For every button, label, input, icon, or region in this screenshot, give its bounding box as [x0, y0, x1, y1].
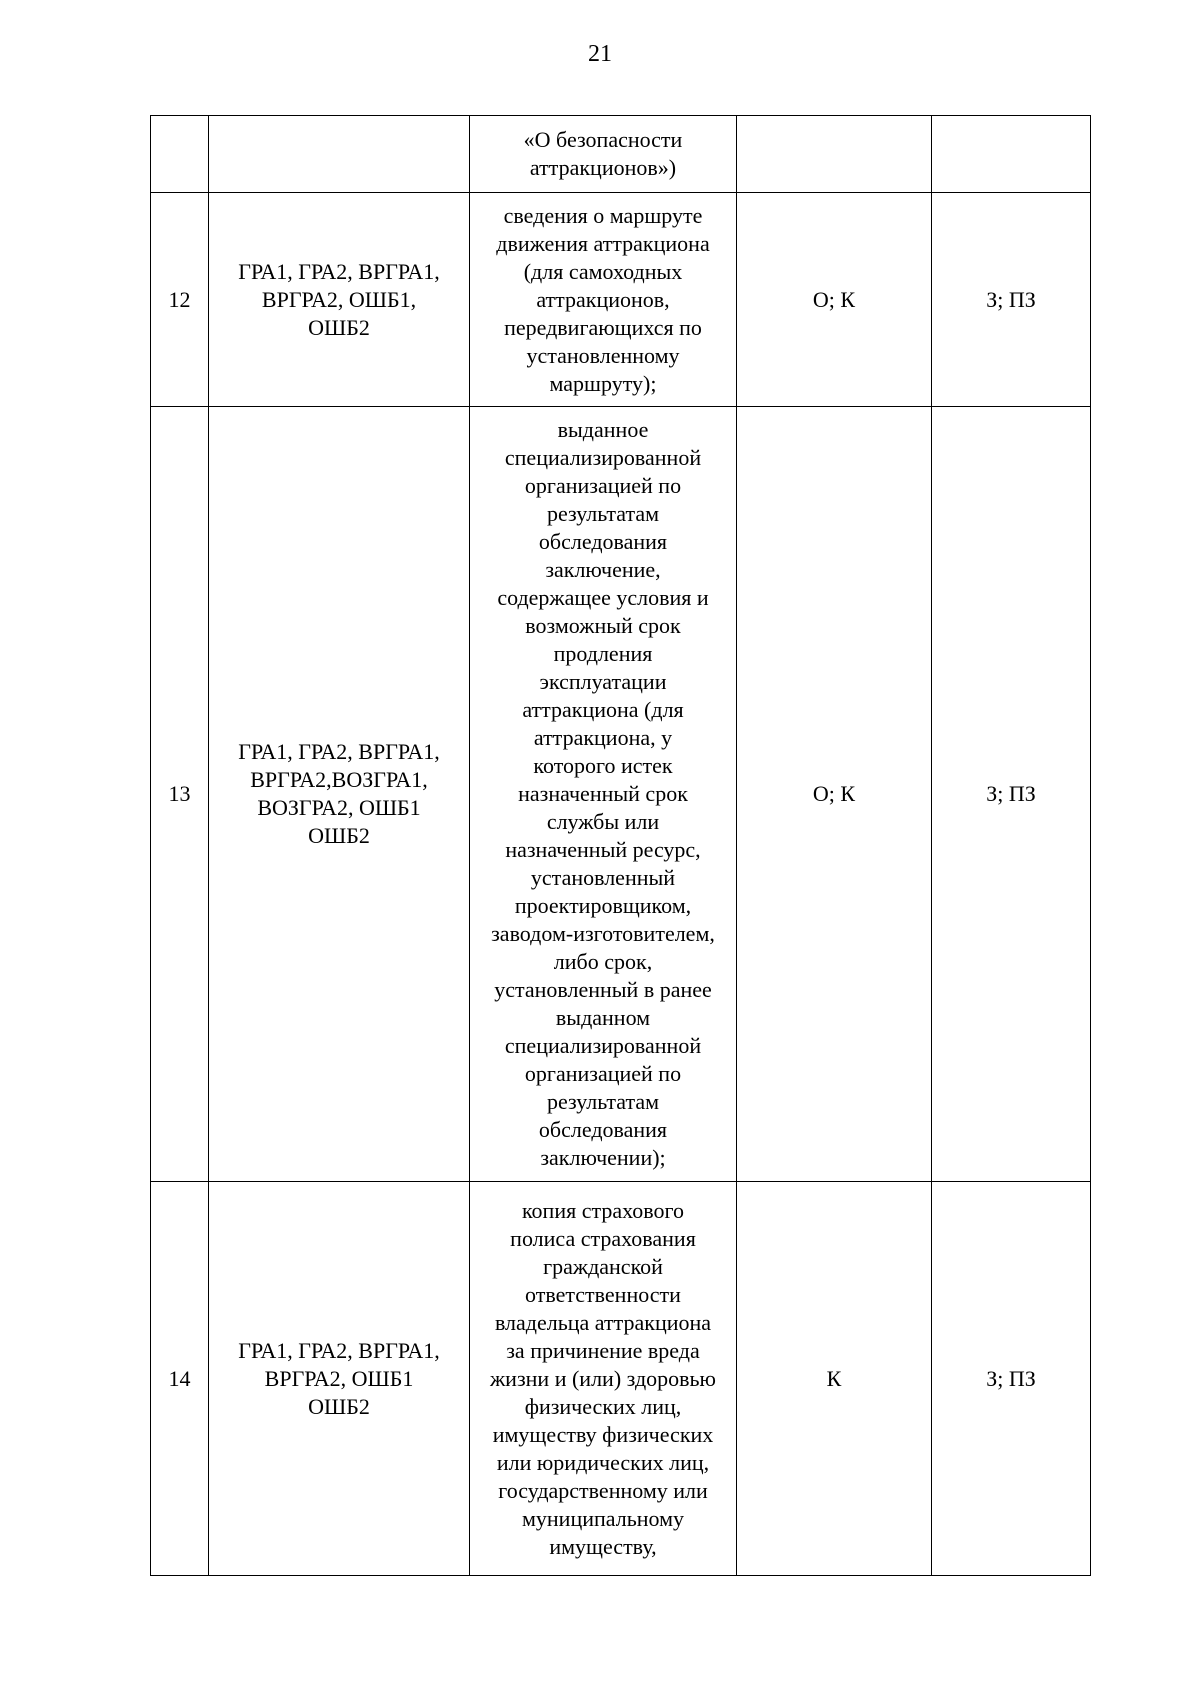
row-number-cell: 13 — [151, 407, 209, 1182]
table-row — [151, 1182, 1091, 1576]
groups-cell: ГРА1, ГРА2, ВРГРА1, ВРГРА2, ОШБ1 ОШБ2 — [209, 1182, 470, 1576]
form-cell: О; К — [737, 407, 932, 1182]
groups-cell — [209, 116, 470, 193]
table-row — [151, 116, 1091, 193]
page-number: 21 — [588, 41, 612, 67]
form-cell: К — [737, 1182, 932, 1576]
table-row — [151, 407, 1091, 1182]
procedure-cell — [932, 116, 1091, 193]
row-number-cell — [151, 116, 209, 193]
row-number-cell: 12 — [151, 193, 209, 407]
procedure-cell: З; ПЗ — [932, 193, 1091, 407]
document-cell: выданное специализированной организацией по результатам обследования заключение, содержащее условия и возможный срок продления эксплуатации аттракциона (для аттракциона, у которого истек назначенный срок службы или назначенный ресурс, установленный проектировщиком, заводом-изготовителем, либо срок, установленный в ранее выданном специализированной организацией по результатам обследования заключении); — [470, 407, 737, 1182]
row-number-cell: 14 — [151, 1182, 209, 1576]
groups-cell: ГРА1, ГРА2, ВРГРА1, ВРГРА2,ВОЗГРА1, ВОЗГРА2, ОШБ1 ОШБ2 — [209, 407, 470, 1182]
procedure-cell: З; ПЗ — [932, 1182, 1091, 1576]
document-cell: «О безопасности аттракционов») — [470, 116, 737, 193]
requirements-table — [150, 115, 1091, 1576]
form-cell: О; К — [737, 193, 932, 407]
procedure-cell: З; ПЗ — [932, 407, 1091, 1182]
form-cell — [737, 116, 932, 193]
table-row — [151, 193, 1091, 407]
groups-cell: ГРА1, ГРА2, ВРГРА1, ВРГРА2, ОШБ1, ОШБ2 — [209, 193, 470, 407]
document-cell: сведения о маршруте движения аттракциона (для самоходных аттракционов, передвигающихся по установленному маршруту); — [470, 193, 737, 407]
document-cell: копия страхового полиса страхования гражданской ответственности владельца аттракциона за причинение вреда жизни и (или) здоровью физических лиц, имуществу физических или юридических лиц, государственному или муниципальному имуществу, — [470, 1182, 737, 1576]
